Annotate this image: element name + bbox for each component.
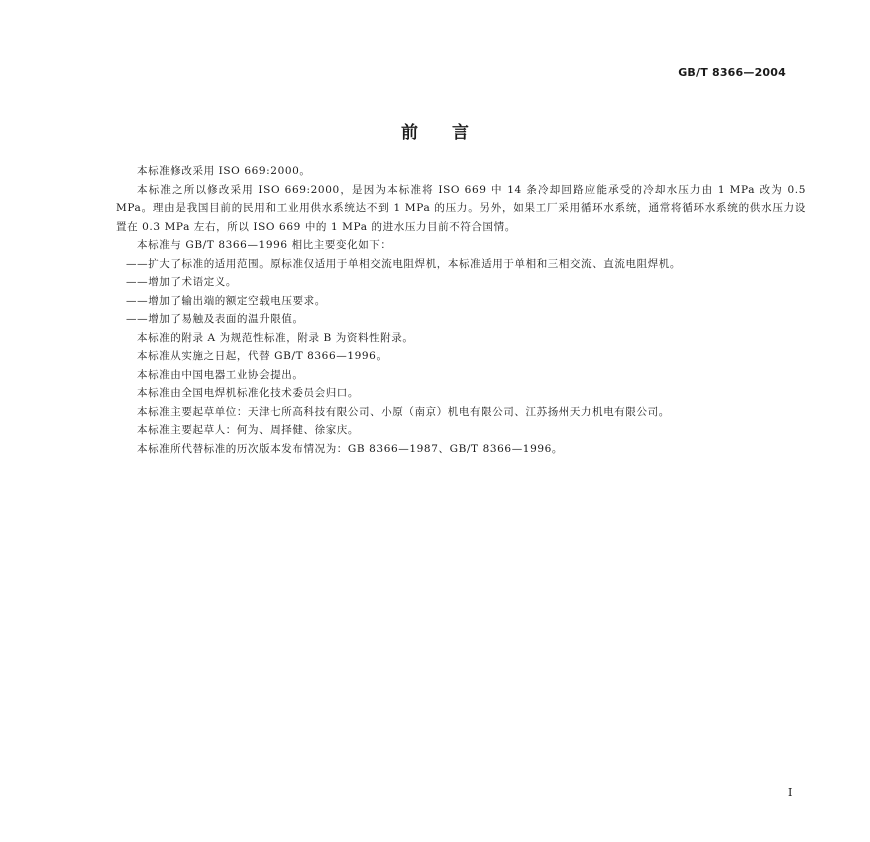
paragraph-adoption: 本标准修改采用 ISO 669:2000。	[137, 165, 311, 177]
page-title: 前言	[401, 123, 503, 143]
paragraph-drafters: 本标准主要起草人：何为、周择健、徐家庆。	[137, 424, 359, 436]
paragraph-history: 本标准所代替标准的历次版本发布情况为：GB 8366—1987、GB/T 8366—1996。	[137, 442, 564, 455]
paragraph-reason: 本标准之所以修改采用 ISO 669:2000，是因为本标准将 ISO 669 中 14 条冷却回路应能承受的冷却水压力由 1 MPa 改为 0.5 MPa。理由是我国目前的民用和工业用供水系统达不到 1 MPa 的压力。另外，如果工厂采用循环水系统，通常将循环水系统的供水压力设置在 0.3 MPa 左右，所以 ISO 669 中的 1 MPa 的进水压力目前不符合国情。	[116, 183, 806, 233]
paragraph-managed-by: 本标准由全国电焊机标准化技术委员会归口。	[137, 387, 359, 399]
page-number: I	[788, 786, 793, 799]
change-item-temperature: ——增加了易触及表面的温升限值。	[126, 313, 304, 325]
change-item-voltage: ——增加了输出端的额定空载电压要求。	[126, 294, 326, 307]
standard-number: GB/T 8366—2004	[678, 66, 786, 79]
change-item-scope: ——扩大了标准的适用范围。原标准仅适用于单相交流电阻焊机，本标准适用于单相和三相交流、直流电阻焊机。	[126, 257, 681, 270]
paragraph-changes-intro: 本标准与 GB/T 8366—1996 相比主要变化如下：	[137, 239, 392, 251]
paragraph-replaces: 本标准从实施之日起，代替 GB/T 8366—1996。	[137, 350, 388, 362]
change-item-terms: ——增加了术语定义。	[126, 276, 237, 288]
paragraph-drafting-units: 本标准主要起草单位：天津七所高科技有限公司、小原（南京）机电有限公司、江苏扬州天力机电有限公司。	[137, 405, 670, 418]
foreword-body	[116, 162, 806, 458]
paragraph-annex: 本标准的附录 A 为规范性标准，附录 B 为资料性附录。	[137, 331, 414, 344]
paragraph-proposed-by: 本标准由中国电器工业协会提出。	[137, 368, 304, 381]
